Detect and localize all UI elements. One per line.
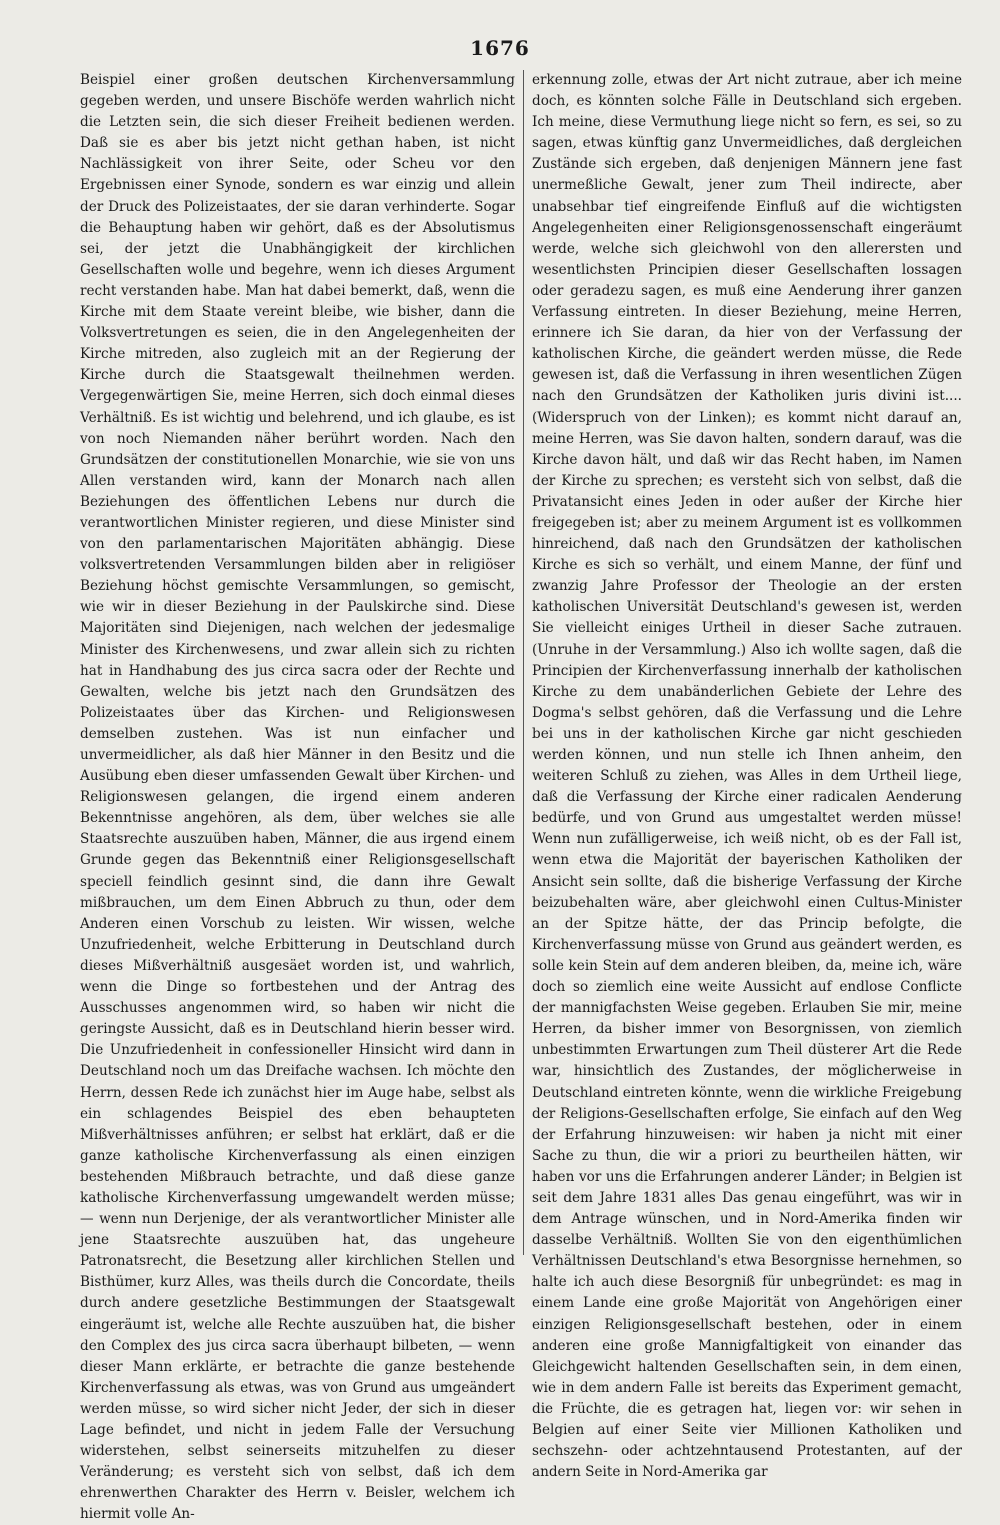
column-paragraph: Beispiel einer großen deutschen Kirchenversammlung gegeben werden, und unsere Bischöfe werden wahrlich nicht die Letzten sein, die sich dieser Freiheit bedienen werden. Daß sie es aber bis jetzt nicht gethan haben, ist nicht Nachlässigkeit von ihrer Seite, oder Scheu vor den Ergebnissen einer Synode, sondern es war einzig und allein der Druck des Polizeistaates, der sie daran verhinderte. Sogar die Behauptung haben wir gehört, daß es der Absolutismus sei, der jetzt die Unabhängigkeit der kirchlichen Gesellschaften wolle und begehre, wenn ich dieses Argument recht verstanden habe. Man hat dabei bemerkt, daß, wenn die Kirche mit dem Staate vereint bleibe, wie bisher, dann die Volksvertretungen es seien, die in den Angelegenheiten der Kirche mitreden, also zugleich mit an der Regierung der Kirche durch die Staatsgewalt theilnehmen werden. Vergegenwärtigen Sie, meine Herren, sich doch einmal dieses Verhältniß. Es ist wichtig und belehrend, und ich glaube, es ist von noch Niemanden näher berührt worden. Nach den Grundsätzen der constitutionellen Monarchie, wie sie von uns Allen verstanden wird, kann der Monarch nach allen Beziehungen des öffentlichen Lebens nur durch die verantwortlichen Minister regieren, und diese Minister sind von den parlamentarischen Majoritäten abhängig. Diese volksvertretenden Versammlungen bilden aber in religiöser Beziehung höchst gemischte Versammlungen, so gemischt, wie wir in dieser Beziehung in der Paulskirche sind. Diese Majoritäten sind Diejenigen, nach welchen der jedesmalige Minister des Kirchenwesens, und zwar allein sich zu richten hat in Handhabung des jus circa sacra oder der Rechte und Gewalten, welche bis jetzt nach den Grundsätzen des Polizeistaates über das Kirchen- und Religionswesen demselben zustehen. Was ist nun einfacher und unvermeidlicher, als daß hier Männer in den Besitz und die Ausübung eben dieser umfassenden Gewalt über Kirchen- und Religionswesen gelangen, die irgend einem anderen Bekenntnisse angehören, als dem, über welches sie alle Staatsrechte auszuüben haben, Männer, die aus irgend einem Grunde gegen das Bekenntniß einer Religionsgesellschaft speciell feindlich gesinnt sind, die dann ihre Gewalt mißbrauchen, um dem Einen Abbruch zu thun, oder dem Anderen einen Vorschub zu leisten. Wir wissen, welche Unzufriedenheit, welche Erbitterung in Deutschland durch dieses Mißverhältniß ausgesäet worden ist, und wahrlich, wenn die Dinge so fortbestehen und der Antrag des Ausschusses angenommen wird, so haben wir nicht die geringste Aussicht, daß es in Deutschland hierin besser wird. Die Unzufriedenheit in confessioneller Hinsicht wird dann in Deutschland noch um das Dreifache wachsen. Ich möchte den Herrn, dessen Rede ich zunächst hier im Auge habe, selbst als ein schlagendes Beispiel des eben behaupteten Mißverhältnisses anführen; er selbst hat erklärt, daß er die ganze katholische Kirchenverfassung als einen einzigen bestehenden Mißbrauch betrachte, und daß diese ganze katholische Kirchenverfassung umgewandelt werden müsse; — wenn nun Derjenige, der als verantwortlicher Minister alle jene Staatsrechte auszuüben hat, das ungeheure Patronatsrecht, die Besetzung aller kirchlichen Stellen und Bisthümer, kurz Alles, was theils durch die Concordate, theils durch andere gesetzliche Bestimmungen der Staatsgewalt eingeräumt ist, welche alle Rechte auszuüben hat, die bisher den Complex des jus circa sacra überhaupt bilbeten, — wenn dieser Mann erklärte, er betrachte die ganze bestehende Kirchenverfassung als etwas, was von Grund aus umgeändert werden müsse, so wird sicher nicht Jeder, der sich in dieser Lage befindet, und nicht in jedem Falle der Versuchung widerstehen, selbst seinerseits mitzuhelfen zu dieser Veränderung; es versteht sich von selbst, daß ich dem ehrenwerthen Charakter des Herrn v. Beisler, welchem ich hiermit volle An- [80,72,515,1523]
text-column-left [80,70,515,1523]
column-divider [523,70,524,1255]
text-column-right [532,70,962,1481]
page-number: 1676 [470,36,530,60]
column-paragraph: erkennung zolle, etwas der Art nicht zutraue, aber ich meine doch, es könnten solche Fälle in Deutschland sich ergeben. Ich meine, diese Vermuthung liege nicht so fern, es sei, so zu sagen, etwas künftig ganz Unvermeidliches, daß dergleichen Zustände sich ergeben, daß denjenigen Männern jene fast unermeßliche Gewalt, jener zum Theil indirecte, aber unabsehbar tief eingreifende Einfluß auf die wichtigsten Angelegenheiten einer Religionsgenossenschaft eingeräumt werde, welche sich gleichwohl von den allerersten und wesentlichsten Principien dieser Gesellschaften lossagen oder geradezu sagen, es muß eine Aenderung ihrer ganzen Verfassung eintreten. In dieser Beziehung, meine Herren, erinnere ich Sie daran, da hier von der Verfassung der katholischen Kirche, die geändert werden müsse, die Rede gewesen ist, daß die Verfassung in ihren wesentlichen Zügen nach den Grundsätzen der Katholiken juris divini ist.... (Widerspruch von der Linken); es kommt nicht darauf an, meine Herren, was Sie davon halten, sondern darauf, was die Kirche davon hält, und daß wir das Recht haben, im Namen der Kirche zu sprechen; es versteht sich von selbst, daß die Privatansicht eines Jeden in oder außer der Kirche hier freigegeben ist; aber zu meinem Argument ist es vollkommen hinreichend, daß nach den Grundsätzen der katholischen Kirche es sich so verhält, und einem Manne, der fünf und zwanzig Jahre Professor der Theologie an der ersten katholischen Universität Deutschland's gewesen ist, werden Sie vielleicht einiges Urtheil in dieser Sache zutrauen. (Unruhe in der Versammlung.) Also ich wollte sagen, daß die Principien der Kirchenverfassung innerhalb der katholischen Kirche zu dem unabänderlichen Gebiete der Lehre des Dogma's selbst gehören, daß die Verfassung und die Lehre bei uns in der katholischen Kirche gar nicht geschieden werden können, und nun stelle ich Ihnen anheim, den weiteren Schluß zu ziehen, was Alles in dem Urtheil liege, daß die Verfassung der Kirche einer radicalen Aenderung bedürfe, und von Grund aus umgestaltet werden müsse! Wenn nun zufälligerweise, ich weiß nicht, ob es der Fall ist, wenn etwa die Majorität der bayerischen Katholiken der Ansicht sein sollte, daß die bisherige Verfassung der Kirche beizubehalten wäre, aber gleichwohl einen Cultus-Minister an der Spitze hätte, der das Princip befolgte, die Kirchenverfassung müsse von Grund aus geändert werden, es solle kein Stein auf dem anderen bleiben, da, meine ich, wäre doch so ziemlich eine weite Aussicht auf endlose Conflicte der mannigfachsten Weise gegeben. Erlauben Sie mir, meine Herren, da bisher immer von Besorgnissen, von ziemlich unbestimmten Erwartungen zum Theil düsterer Art die Rede war, hinsichtlich des Zustandes, der möglicherweise in Deutschland eintreten könnte, wenn die wirkliche Freigebung der Religions-Gesellschaften erfolge, Sie einfach auf den Weg der Erfahrung hinzuweisen: wir haben ja nicht mit einer Sache zu thun, die wir a priori zu beurtheilen hätten, wir haben vor uns die Erfahrungen anderer Länder; in Belgien ist seit dem Jahre 1831 alles Das genau eingeführt, was wir in dem Antrage wünschen, und in Nord-Amerika finden wir dasselbe Verhältniß. Wollten Sie von den eigenthümlichen Verhältnissen Deutschland's etwa Besorgnisse hernehmen, so halte ich auch diese Besorgniß für unbegründet: es mag in einem Lande eine große Majorität von Angehörigen einer einzigen Religionsgesellschaft bestehen, oder in einem anderen eine große Mannigfaltigkeit von einander das Gleichgewicht haltenden Gesellschaften sein, in dem einen, wie in dem andern Falle ist bereits das Experiment gemacht, die Früchte, die es getragen hat, liegen vor: wir sehen in Belgien auf einer Seite vier Millionen Katholiken und sechszehn- oder achtzehntausend Protestanten, auf der andern Seite in Nord-Amerika gar [532,72,962,1481]
